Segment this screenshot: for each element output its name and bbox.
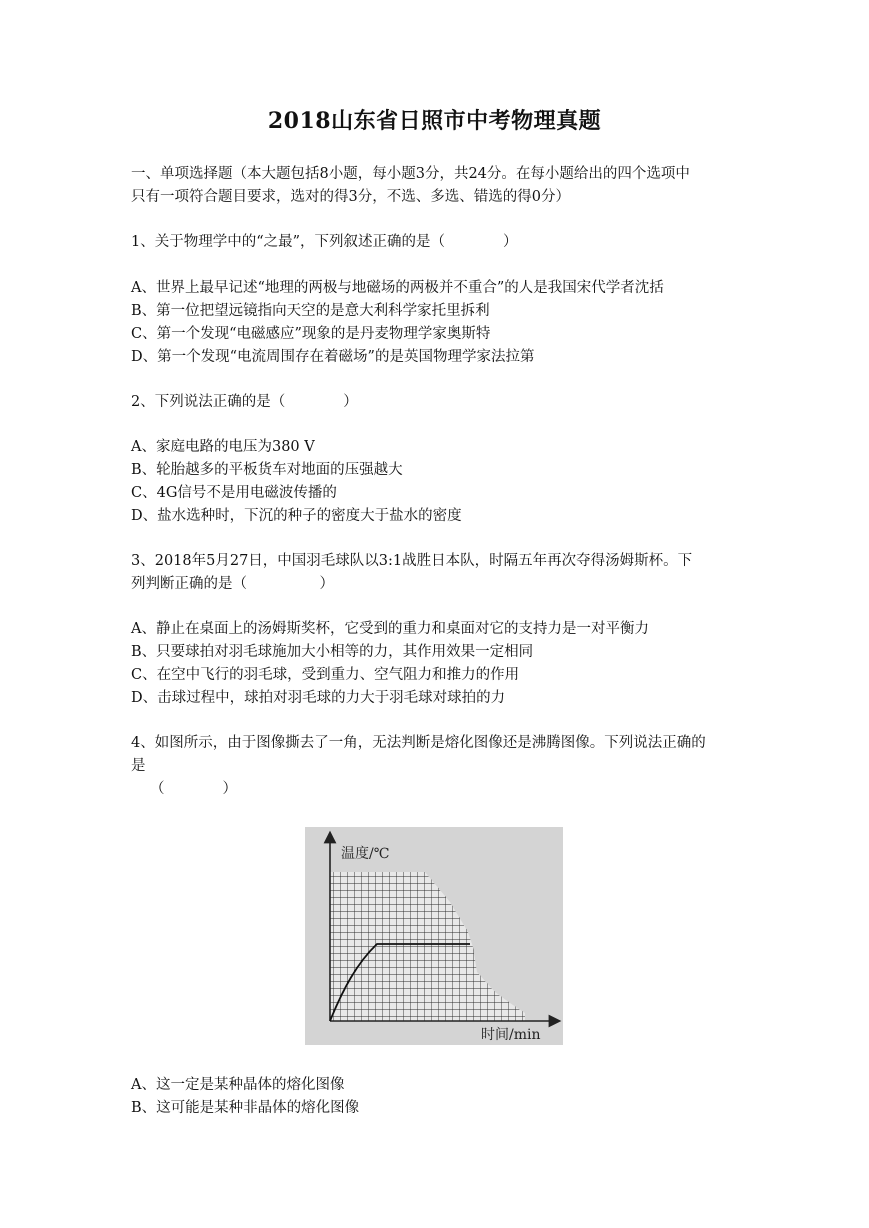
question-1-stem: 1、关于物理学中的“之最”，下列叙述正确的是（ ） xyxy=(131,234,518,250)
question-2-option-a: A、家庭电路的电压为380 V xyxy=(131,439,315,455)
question-2-option-b: B、轮胎越多的平板货车对地面的压强越大 xyxy=(131,462,403,478)
question-1-option-c: C、第一个发现“电磁感应”现象的是丹麦物理学家奥斯特 xyxy=(131,326,491,342)
x-axis-label: 时间/min xyxy=(481,1027,541,1043)
question-4-option-b: B、这可能是某种非晶体的熔化图像 xyxy=(131,1100,360,1116)
question-1-option-d: D、第一个发现“电流周围存在着磁场”的是英国物理学家法拉第 xyxy=(131,349,535,365)
page-title: 2018山东省日照市中考物理真题 xyxy=(267,108,602,134)
question-3-stem-line-1: 3、2018年5月27日，中国羽毛球队以3:1战胜日本队，时隔五年再次夺得汤姆斯杯。下 xyxy=(131,553,693,569)
question-4-stem-line-2: 是 xyxy=(131,758,146,774)
question-1-option-b: B、第一位把望远镜指向天空的是意大利科学家托里拆利 xyxy=(131,303,490,319)
question-2-option-d: D、盐水选种时，下沉的种子的密度大于盐水的密度 xyxy=(131,508,462,524)
question-3-option-d: D、击球过程中，球拍对羽毛球的力大于羽毛球对球拍的力 xyxy=(131,690,506,706)
question-2-stem: 2、下列说法正确的是（ ） xyxy=(131,394,358,410)
question-4-answer-blank: （ ） xyxy=(150,781,237,797)
section-instructions-line-2: 只有一项符合题目要求，选对的得3分，不选、多选、错选的得0分） xyxy=(131,189,570,205)
question-4-stem-line-1: 4、如图所示，由于图像撕去了一角，无法判断是熔化图像还是沸腾图像。下列说法正确的 xyxy=(131,735,706,751)
question-3-option-b: B、只要球拍对羽毛球施加大小相等的力，其作用效果一定相同 xyxy=(131,644,534,660)
question-1-option-a: A、世界上最早记述“地理的两极与地磁场的两极并不重合”的人是我国宋代学者沈括 xyxy=(131,280,664,296)
y-axis-label: 温度/℃ xyxy=(341,846,390,862)
question-3-option-a: A、静止在桌面上的汤姆斯奖杯，它受到的重力和桌面对它的支持力是一对平衡力 xyxy=(131,621,649,637)
question-4-option-a: A、这一定是某种晶体的熔化图像 xyxy=(131,1077,345,1093)
question-2-option-c: C、4G信号不是用电磁波传播的 xyxy=(131,485,337,501)
temperature-time-figure xyxy=(305,827,563,1045)
question-3-option-c: C、在空中飞行的羽毛球，受到重力、空气阻力和推力的作用 xyxy=(131,667,520,683)
temperature-time-graph xyxy=(305,827,563,1045)
section-instructions-line-1: 一、单项选择题（本大题包括8小题，每小题3分，共24分。在每小题给出的四个选项中 xyxy=(131,166,690,182)
question-3-stem-line-2: 列判断正确的是（ ） xyxy=(131,576,334,592)
